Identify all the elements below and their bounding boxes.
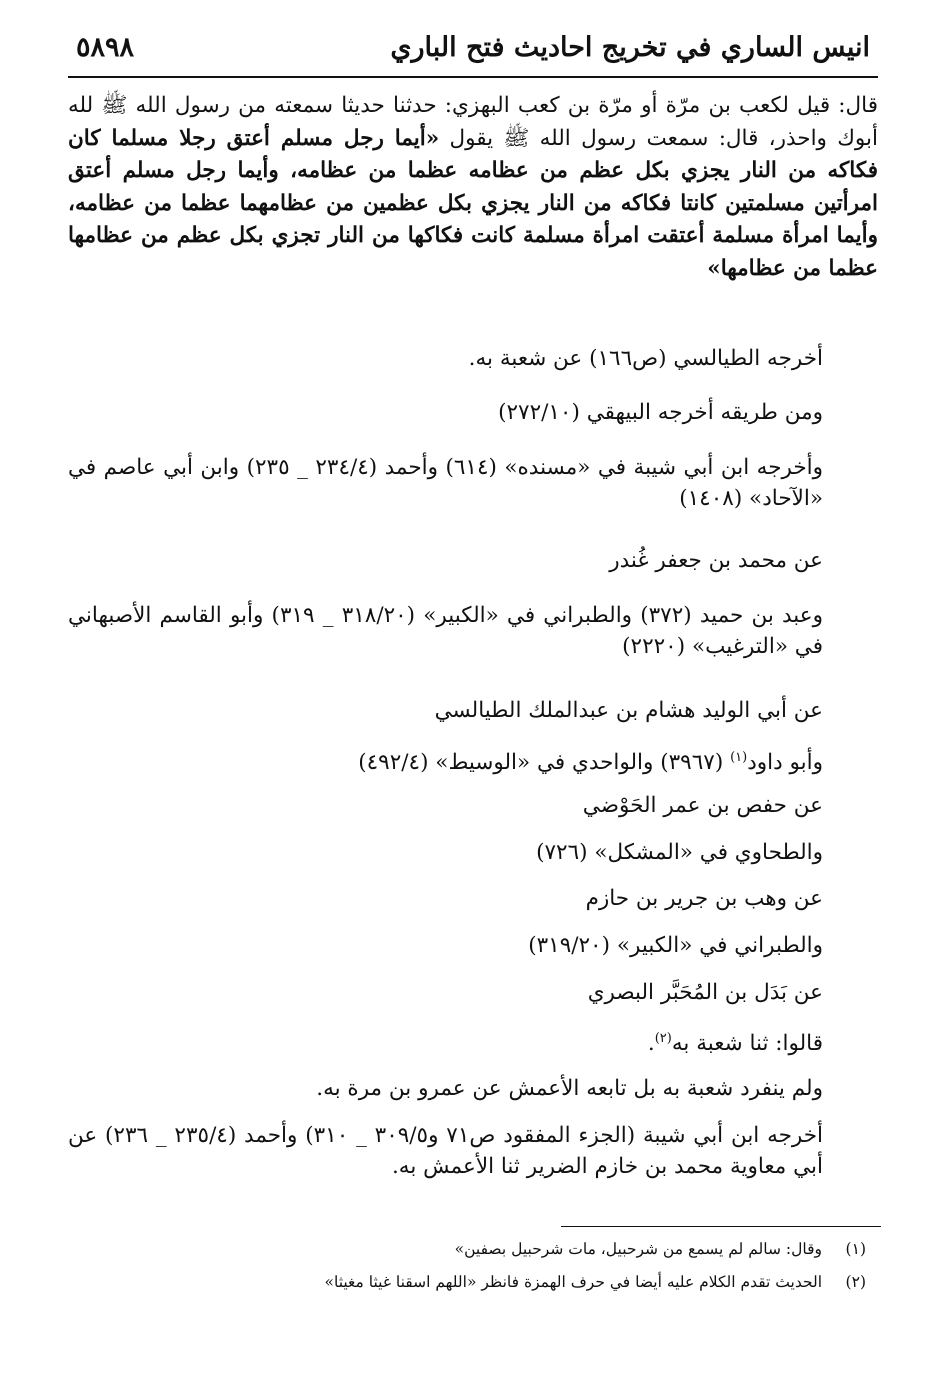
- footnote-number: (١): [845, 1240, 866, 1258]
- takhrij-text: .: [647, 1031, 655, 1057]
- takhrij-paragraph: [68, 452, 878, 514]
- footnote-divider: [561, 1226, 881, 1227]
- takhrij-line: عن محمد بن جعفر غُندر: [609, 548, 823, 573]
- takhrij-line: عن وهب بن جرير بن حازم: [585, 886, 823, 911]
- hadith-paragraph: [68, 90, 878, 286]
- takhrij-text: وأخرجه ابن أبي شيبة في «مسنده» (٦١٤) وأحمد (٢٣٤/٤ _ ٢٣٥) وابن أبي عاصم في «الآحاد» (١٤٠٨): [68, 455, 823, 511]
- takhrij-line: [648, 1023, 878, 1059]
- takhrij-line: ولم ينفرد شعبة به بل تابعه الأعمش عن عمرو بن مرة به.: [316, 1076, 823, 1101]
- takhrij-text: أخرجه ابن أبي شيبة (الجزء المفقود ص٧١ و٣٠٩/٥ _ ٣١٠) وأحمد (٢٣٥/٤ _ ٢٣٦) عن أبي معاوية محمد بن خازم الضرير ثنا الأعمش به.: [68, 1123, 824, 1179]
- takhrij-line: والطبراني في «الكبير» (٣١٩/٢٠): [528, 933, 823, 958]
- takhrij-text: وأبو داود: [747, 750, 823, 776]
- hadith-intro: قال: قيل لكعب بن مرّة أو مرّة بن كعب البهزي: حدثنا حديثا سمعته من رسول الله ﷺ لله أبوك واحذر، قال: سمعت رسول الله ﷺ يقول: [68, 93, 878, 151]
- takhrij-text: (٣٩٦٧) والواحدي في «الوسيط» (٤٩٢/٤): [358, 750, 731, 776]
- running-header: [68, 28, 878, 78]
- main-text: [68, 90, 878, 286]
- takhrij-line: عن أبي الوليد هشام بن عبدالملك الطيالسي: [434, 698, 823, 723]
- book-title: انيس الساري في تخريج احاديث فتح الباري: [390, 32, 870, 63]
- takhrij-line: عن بَدَل بن المُحَبَّر البصري: [587, 980, 823, 1005]
- footnote-ref: (١): [730, 750, 748, 765]
- footnote-text: الحديث تقدم الكلام عليه أيضا في حرف الهمزة فانظر «اللهم اسقنا غيثا مغيثا»: [324, 1273, 822, 1291]
- takhrij-line: ومن طريقه أخرجه البيهقي (٢٧٢/١٠): [498, 400, 823, 425]
- footnote-item: [324, 1273, 866, 1291]
- takhrij-text: وعبد بن حميد (٣٧٢) والطبراني في «الكبير» (٣١٨/٢٠ _ ٣١٩) وأبو القاسم الأصبهاني في «الترغيب» (٢٢٢٠): [68, 603, 823, 659]
- takhrij-line: والطحاوي في «المشكل» (٧٢٦): [536, 840, 823, 865]
- takhrij-line: أخرجه الطيالسي (ص١٦٦) عن شعبة به.: [468, 346, 823, 371]
- footnote-number: (٢): [845, 1273, 866, 1291]
- takhrij-text: قالوا: ثنا شعبة به: [671, 1031, 823, 1057]
- hadith-text: «أيما رجل مسلم أعتق رجلا مسلما كان فكاكه من النار يجزي بكل عظم من عظامه عظما من عظامه، وأيما رجل مسلم أعتق امرأتين مسلمتين كانتا فكاكه من النار يجزي بكل عظمين من عظامهما عظما من عظامه، وأيما امرأة مسلمة أعتقت امرأة مسلمة كانت فكاكها من النار تجزي بكل عظم من عظامها عظما من عظامها»: [68, 125, 879, 281]
- takhrij-paragraph: [68, 600, 878, 662]
- footnote-text: وقال: سالم لم يسمع من شرحبيل، مات شرحبيل بصفين»: [454, 1240, 822, 1258]
- takhrij-line: [358, 742, 878, 778]
- takhrij-paragraph: [68, 1120, 878, 1182]
- footnote-item: [455, 1240, 866, 1258]
- page-number: ٥٨٩٨: [76, 32, 135, 63]
- takhrij-line: عن حفص بن عمر الحَوْضي: [582, 793, 823, 818]
- footnote-ref: (٢): [654, 1031, 672, 1046]
